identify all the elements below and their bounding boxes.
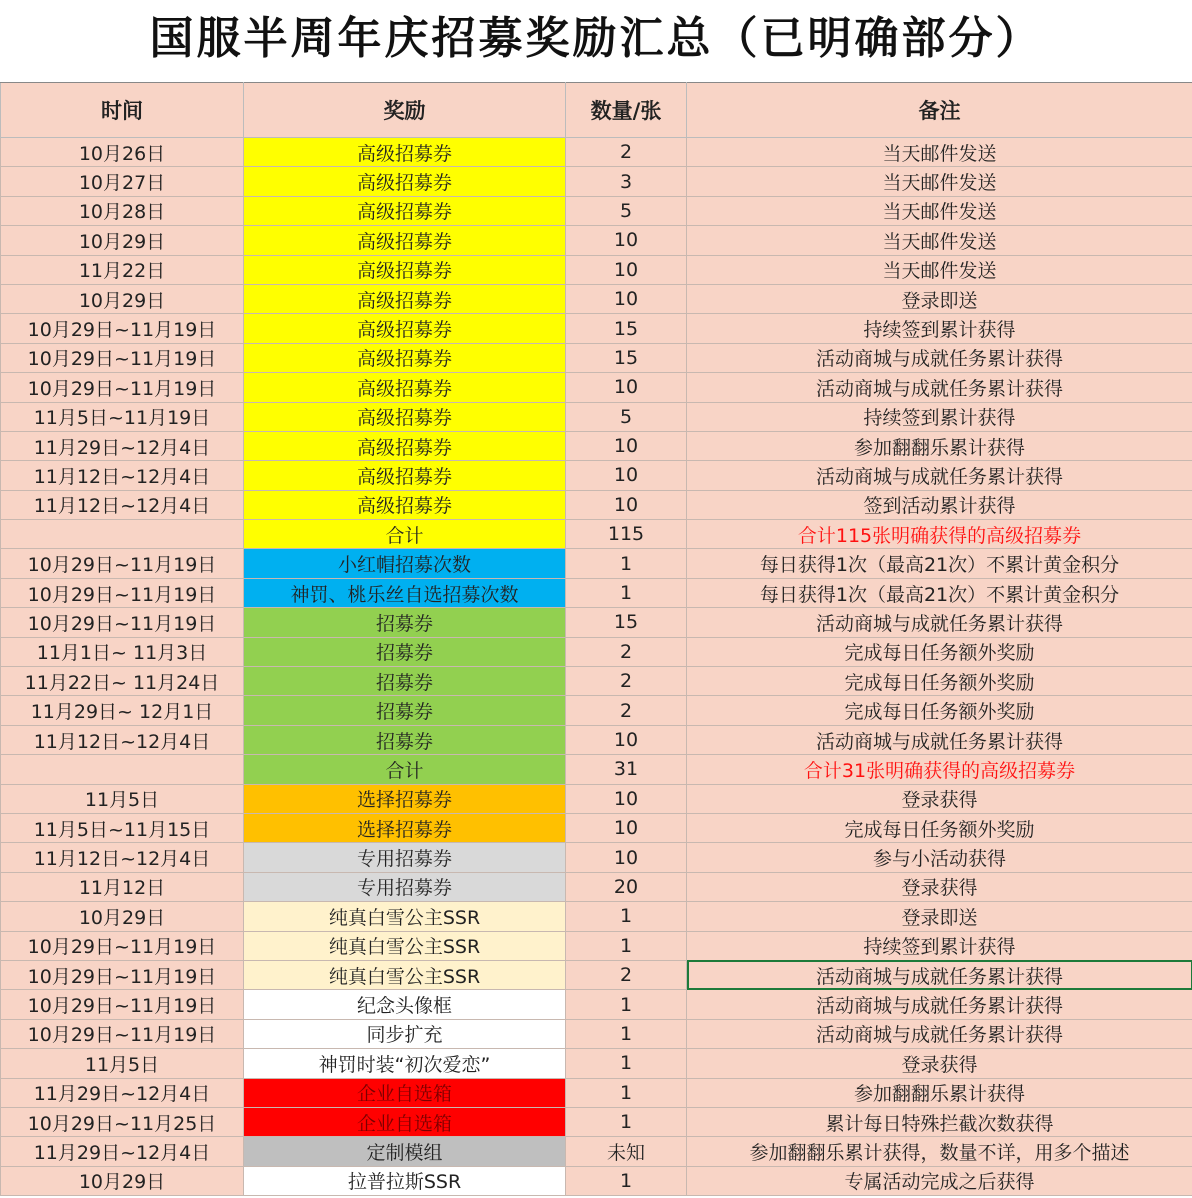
quantity-cell[interactable]: 115 [566, 520, 687, 549]
reward-cell[interactable]: 高级招募券 [244, 490, 566, 519]
reward-cell[interactable]: 小红帽招募次数 [244, 549, 566, 578]
time-cell[interactable]: 11月22日 [1, 255, 244, 284]
note-cell[interactable]: 完成每日任务额外奖励 [687, 813, 1192, 842]
quantity-cell[interactable]: 1 [566, 902, 687, 931]
quantity-cell[interactable]: 31 [566, 755, 687, 784]
header-note[interactable]: 备注 [687, 83, 1192, 138]
time-cell[interactable]: 11月12日~12月4日 [1, 725, 244, 754]
table-row [1, 608, 1192, 637]
note-cell[interactable]: 每日获得1次（最高21次）不累计黄金积分 [687, 578, 1192, 607]
reward-cell[interactable]: 合计 [244, 755, 566, 784]
time-cell[interactable]: 10月29日 [1, 1166, 244, 1195]
table-row [1, 1049, 1192, 1078]
note-cell[interactable]: 完成每日任务额外奖励 [687, 696, 1192, 725]
quantity-cell[interactable]: 1 [566, 1078, 687, 1107]
reward-cell[interactable]: 高级招募券 [244, 284, 566, 313]
reward-cell[interactable]: 高级招募券 [244, 314, 566, 343]
table-row [1, 902, 1192, 931]
time-cell[interactable]: 11月12日~12月4日 [1, 490, 244, 519]
note-cell[interactable]: 当天邮件发送 [687, 138, 1192, 167]
reward-cell[interactable]: 高级招募券 [244, 138, 566, 167]
quantity-cell[interactable]: 15 [566, 343, 687, 372]
table-row [1, 813, 1192, 842]
table-row [1, 960, 1192, 989]
table-row [1, 725, 1192, 754]
reward-cell[interactable]: 纯真白雪公主SSR [244, 902, 566, 931]
quantity-cell[interactable]: 10 [566, 784, 687, 813]
table-row [1, 755, 1192, 784]
reward-cell[interactable]: 纯真白雪公主SSR [244, 931, 566, 960]
table-row [1, 872, 1192, 901]
quantity-cell[interactable]: 10 [566, 490, 687, 519]
note-cell[interactable]: 专属活动完成之后获得 [687, 1166, 1192, 1195]
table-row [1, 1137, 1192, 1166]
quantity-cell[interactable]: 5 [566, 196, 687, 225]
time-cell[interactable]: 10月29日~11月19日 [1, 314, 244, 343]
table-row [1, 431, 1192, 460]
note-cell[interactable]: 登录获得 [687, 784, 1192, 813]
quantity-cell[interactable]: 2 [566, 960, 687, 989]
time-cell[interactable]: 10月29日~11月25日 [1, 1107, 244, 1136]
reward-cell[interactable]: 专用招募券 [244, 843, 566, 872]
time-cell[interactable]: 11月1日~ 11月3日 [1, 637, 244, 666]
time-cell[interactable]: 11月12日~12月4日 [1, 843, 244, 872]
quantity-cell[interactable]: 2 [566, 667, 687, 696]
note-cell[interactable]: 合计31张明确获得的高级招募券 [687, 755, 1192, 784]
reward-cell[interactable]: 招募券 [244, 637, 566, 666]
table-row [1, 667, 1192, 696]
reward-cell[interactable]: 高级招募券 [244, 343, 566, 372]
reward-cell[interactable]: 高级招募券 [244, 431, 566, 460]
table-row [1, 1166, 1192, 1195]
reward-cell[interactable]: 同步扩充 [244, 1019, 566, 1048]
reward-cell[interactable]: 合计 [244, 520, 566, 549]
note-cell[interactable]: 参与小活动获得 [687, 843, 1192, 872]
note-cell[interactable]: 当天邮件发送 [687, 226, 1192, 255]
note-cell[interactable]: 登录即送 [687, 902, 1192, 931]
note-cell[interactable]: 当天邮件发送 [687, 255, 1192, 284]
table-row [1, 784, 1192, 813]
reward-cell[interactable]: 神罚、桃乐丝自选招募次数 [244, 578, 566, 607]
note-cell[interactable]: 参加翻翻乐累计获得 [687, 1078, 1192, 1107]
time-cell[interactable]: 11月12日~12月4日 [1, 461, 244, 490]
note-cell[interactable]: 活动商城与成就任务累计获得 [687, 960, 1192, 989]
table-row [1, 373, 1192, 402]
reward-cell[interactable]: 招募券 [244, 608, 566, 637]
table-body [1, 138, 1192, 1196]
quantity-cell[interactable]: 10 [566, 813, 687, 842]
note-cell[interactable]: 每日获得1次（最高21次）不累计黄金积分 [687, 549, 1192, 578]
time-cell[interactable] [1, 520, 244, 549]
reward-cell[interactable]: 高级招募券 [244, 373, 566, 402]
note-cell[interactable]: 活动商城与成就任务累计获得 [687, 461, 1192, 490]
note-cell[interactable]: 登录获得 [687, 1049, 1192, 1078]
quantity-cell[interactable]: 1 [566, 1107, 687, 1136]
time-cell[interactable]: 10月29日~11月19日 [1, 608, 244, 637]
reward-cell[interactable]: 定制模组 [244, 1137, 566, 1166]
reward-cell[interactable]: 选择招募券 [244, 784, 566, 813]
note-cell[interactable]: 完成每日任务额外奖励 [687, 667, 1192, 696]
header-quantity[interactable]: 数量/张 [566, 83, 687, 138]
time-cell[interactable]: 11月12日 [1, 872, 244, 901]
header-reward[interactable]: 奖励 [244, 83, 566, 138]
quantity-cell[interactable]: 2 [566, 696, 687, 725]
time-cell[interactable]: 10月26日 [1, 138, 244, 167]
time-cell[interactable]: 11月29日~12月4日 [1, 1078, 244, 1107]
time-cell[interactable]: 10月29日~11月19日 [1, 373, 244, 402]
time-cell[interactable]: 11月5日~11月19日 [1, 402, 244, 431]
quantity-cell[interactable]: 5 [566, 402, 687, 431]
quantity-cell[interactable]: 15 [566, 314, 687, 343]
time-cell[interactable]: 11月22日~ 11月24日 [1, 667, 244, 696]
time-cell[interactable]: 10月29日~11月19日 [1, 343, 244, 372]
table-row [1, 696, 1192, 725]
quantity-cell[interactable]: 未知 [566, 1137, 687, 1166]
time-cell[interactable]: 11月29日~ 12月1日 [1, 696, 244, 725]
note-cell[interactable]: 当天邮件发送 [687, 196, 1192, 225]
table-row [1, 314, 1192, 343]
table-row [1, 167, 1192, 196]
reward-cell[interactable]: 招募券 [244, 667, 566, 696]
table-row [1, 578, 1192, 607]
header-row [1, 83, 1192, 138]
quantity-cell[interactable]: 10 [566, 284, 687, 313]
time-cell[interactable]: 10月27日 [1, 167, 244, 196]
time-cell[interactable]: 10月29日 [1, 284, 244, 313]
reward-cell[interactable]: 高级招募券 [244, 196, 566, 225]
reward-cell[interactable]: 高级招募券 [244, 226, 566, 255]
note-cell[interactable]: 持续签到累计获得 [687, 931, 1192, 960]
table-row [1, 1019, 1192, 1048]
time-cell[interactable]: 10月29日~11月19日 [1, 549, 244, 578]
note-cell[interactable]: 活动商城与成就任务累计获得 [687, 725, 1192, 754]
note-cell[interactable]: 活动商城与成就任务累计获得 [687, 990, 1192, 1019]
reward-cell[interactable]: 神罚时装“初次爱恋” [244, 1049, 566, 1078]
reward-cell[interactable]: 高级招募券 [244, 461, 566, 490]
reward-cell[interactable]: 拉普拉斯SSR [244, 1166, 566, 1195]
quantity-cell[interactable]: 20 [566, 872, 687, 901]
note-cell[interactable]: 合计115张明确获得的高级招募券 [687, 520, 1192, 549]
quantity-cell[interactable]: 2 [566, 138, 687, 167]
quantity-cell[interactable]: 1 [566, 1166, 687, 1195]
note-cell[interactable]: 持续签到累计获得 [687, 314, 1192, 343]
time-cell[interactable]: 10月29日~11月19日 [1, 960, 244, 989]
note-cell[interactable]: 活动商城与成就任务累计获得 [687, 1019, 1192, 1048]
time-cell[interactable]: 10月29日 [1, 226, 244, 255]
time-cell[interactable]: 10月29日~11月19日 [1, 990, 244, 1019]
note-cell[interactable]: 活动商城与成就任务累计获得 [687, 373, 1192, 402]
header-time[interactable]: 时间 [1, 83, 244, 138]
time-cell[interactable]: 11月29日~12月4日 [1, 1137, 244, 1166]
quantity-cell[interactable]: 1 [566, 990, 687, 1019]
note-cell[interactable]: 完成每日任务额外奖励 [687, 637, 1192, 666]
reward-cell[interactable]: 纯真白雪公主SSR [244, 960, 566, 989]
quantity-cell[interactable]: 10 [566, 226, 687, 255]
table-row [1, 226, 1192, 255]
time-cell[interactable]: 10月28日 [1, 196, 244, 225]
note-cell[interactable]: 登录获得 [687, 872, 1192, 901]
quantity-cell[interactable]: 2 [566, 637, 687, 666]
table-row [1, 343, 1192, 372]
quantity-cell[interactable]: 1 [566, 1019, 687, 1048]
time-cell[interactable]: 11月5日 [1, 1049, 244, 1078]
reward-cell[interactable]: 选择招募券 [244, 813, 566, 842]
table-row [1, 284, 1192, 313]
quantity-cell[interactable]: 10 [566, 461, 687, 490]
table-row [1, 1078, 1192, 1107]
table-row [1, 196, 1192, 225]
quantity-cell[interactable]: 1 [566, 1049, 687, 1078]
reward-cell[interactable]: 高级招募券 [244, 402, 566, 431]
note-cell[interactable]: 参加翻翻乐累计获得 [687, 431, 1192, 460]
table-row [1, 549, 1192, 578]
reward-cell[interactable]: 招募券 [244, 696, 566, 725]
table-row [1, 1107, 1192, 1136]
note-cell[interactable]: 持续签到累计获得 [687, 402, 1192, 431]
reward-cell[interactable]: 招募券 [244, 725, 566, 754]
reward-cell[interactable]: 高级招募券 [244, 255, 566, 284]
note-cell[interactable]: 当天邮件发送 [687, 167, 1192, 196]
reward-cell[interactable]: 专用招募券 [244, 872, 566, 901]
quantity-cell[interactable]: 15 [566, 608, 687, 637]
table-row [1, 490, 1192, 519]
quantity-cell[interactable]: 1 [566, 549, 687, 578]
table-row [1, 637, 1192, 666]
table-row [1, 255, 1192, 284]
reward-cell[interactable]: 企业自选箱 [244, 1078, 566, 1107]
sheet-title: 国服半周年庆招募奖励汇总（已明确部分） [149, 13, 1043, 64]
note-cell[interactable]: 累计每日特殊拦截次数获得 [687, 1107, 1192, 1136]
table-row [1, 402, 1192, 431]
quantity-cell[interactable]: 10 [566, 431, 687, 460]
table-row [1, 520, 1192, 549]
table-row [1, 931, 1192, 960]
time-cell[interactable]: 11月5日~11月15日 [1, 813, 244, 842]
time-cell[interactable]: 11月29日~12月4日 [1, 431, 244, 460]
reward-cell[interactable]: 企业自选箱 [244, 1107, 566, 1136]
time-cell[interactable]: 10月29日~11月19日 [1, 931, 244, 960]
reward-cell[interactable]: 纪念头像框 [244, 990, 566, 1019]
quantity-cell[interactable]: 1 [566, 578, 687, 607]
table-row [1, 461, 1192, 490]
table-row [1, 990, 1192, 1019]
note-cell[interactable]: 活动商城与成就任务累计获得 [687, 343, 1192, 372]
note-cell[interactable]: 签到活动累计获得 [687, 490, 1192, 519]
table-row [1, 843, 1192, 872]
time-cell[interactable]: 10月29日 [1, 902, 244, 931]
time-cell[interactable]: 11月5日 [1, 784, 244, 813]
quantity-cell[interactable]: 1 [566, 931, 687, 960]
note-cell[interactable]: 登录即送 [687, 284, 1192, 313]
reward-table [0, 82, 1192, 1196]
time-cell[interactable] [1, 755, 244, 784]
note-cell[interactable]: 活动商城与成就任务累计获得 [687, 608, 1192, 637]
note-cell[interactable]: 参加翻翻乐累计获得，数量不详，用多个描述 [687, 1137, 1192, 1166]
table-row [1, 138, 1192, 167]
reward-cell[interactable]: 高级招募券 [244, 167, 566, 196]
quantity-cell[interactable]: 10 [566, 725, 687, 754]
quantity-cell[interactable]: 10 [566, 373, 687, 402]
time-cell[interactable]: 10月29日~11月19日 [1, 1019, 244, 1048]
quantity-cell[interactable]: 3 [566, 167, 687, 196]
quantity-cell[interactable]: 10 [566, 843, 687, 872]
quantity-cell[interactable]: 10 [566, 255, 687, 284]
time-cell[interactable]: 10月29日~11月19日 [1, 578, 244, 607]
